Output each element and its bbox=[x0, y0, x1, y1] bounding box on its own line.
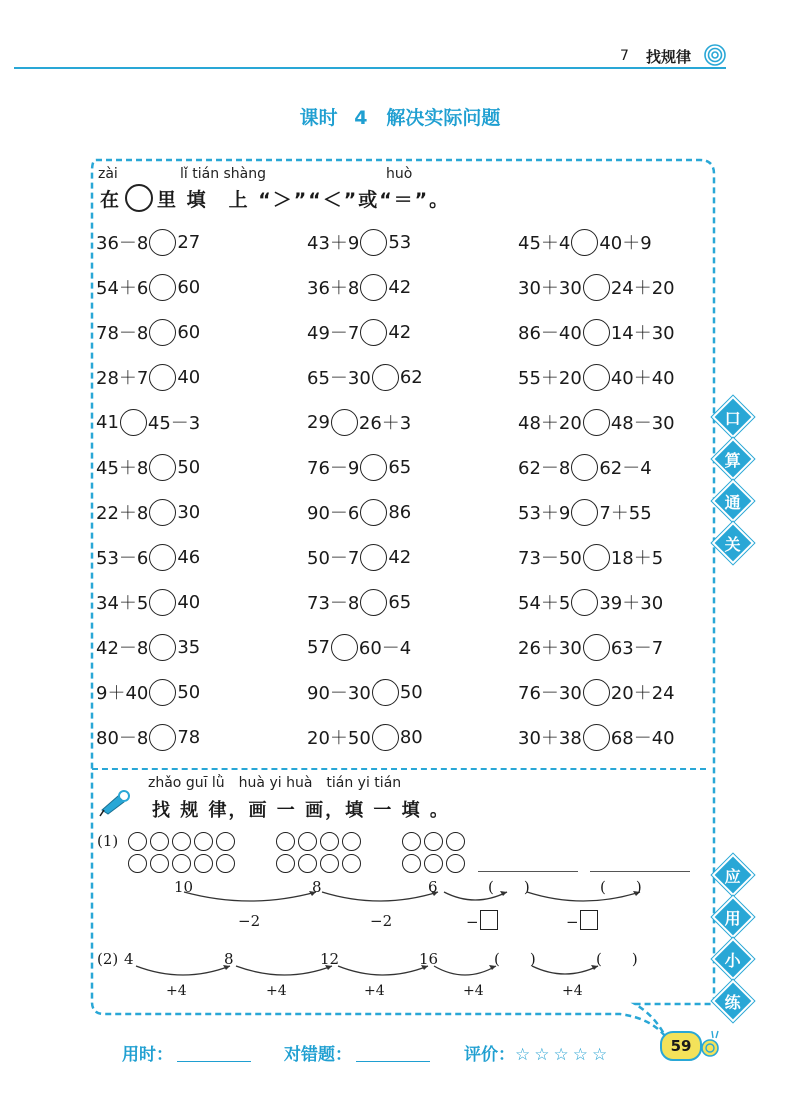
q1-step-sign: − bbox=[466, 913, 479, 931]
instruction-text-2: 里 填 上 “＞”“＜”或“＝”。 bbox=[157, 189, 451, 211]
q1-step-box[interactable] bbox=[580, 910, 598, 930]
q1-value: 8 bbox=[312, 878, 322, 896]
left-expression: 9＋40 bbox=[96, 683, 149, 704]
q1-step bbox=[466, 910, 498, 931]
q1-value: 10 bbox=[174, 878, 194, 896]
right-expression: 26＋3 bbox=[358, 413, 412, 434]
q2-step: +4 bbox=[266, 983, 287, 999]
right-expression: 63－7 bbox=[610, 638, 664, 659]
right-expression: 86 bbox=[388, 501, 412, 523]
q2-label: (2) bbox=[97, 950, 119, 968]
right-expression: 27 bbox=[177, 231, 201, 253]
left-expression: 50－7 bbox=[307, 548, 360, 569]
q1-label: (1) bbox=[97, 832, 119, 850]
q1-answer-blank[interactable]: ( ) bbox=[600, 878, 642, 896]
right-expression: 24＋20 bbox=[610, 278, 675, 299]
right-expression: 42 bbox=[388, 321, 412, 343]
right-expression: 78 bbox=[177, 726, 201, 748]
q2-value: 16 bbox=[419, 950, 439, 968]
side-tab-char: 通 bbox=[724, 492, 742, 512]
left-expression: 78－8 bbox=[96, 323, 149, 344]
footer-rating bbox=[464, 1040, 611, 1065]
side-tab-char: 用 bbox=[724, 908, 742, 928]
right-expression: 60－4 bbox=[358, 638, 412, 659]
lesson-title: 课时 4 解决实际问题 bbox=[299, 107, 501, 129]
left-expression: 90－30 bbox=[307, 683, 371, 704]
q2-value: 4 bbox=[124, 950, 134, 968]
left-expression: 26＋30 bbox=[518, 638, 582, 659]
section2-instruction: 找 规 律，画 一 画，填 一 填 。 bbox=[152, 800, 450, 821]
right-expression: 62 bbox=[399, 366, 423, 388]
left-expression: 55＋20 bbox=[518, 368, 582, 389]
q2-step: +4 bbox=[166, 983, 187, 999]
left-expression: 42－8 bbox=[96, 638, 149, 659]
right-expression: 40＋9 bbox=[599, 233, 652, 254]
pinyin-annotation: lǐ tián shàng bbox=[180, 166, 267, 182]
right-expression: 40 bbox=[177, 366, 201, 388]
time-field[interactable] bbox=[177, 1047, 251, 1062]
pinyin-annotation: huò bbox=[386, 166, 413, 182]
footer-errors bbox=[284, 1040, 430, 1065]
side-tab-char: 关 bbox=[724, 534, 742, 554]
right-expression: 62－4 bbox=[599, 458, 652, 479]
right-expression: 20＋24 bbox=[610, 683, 675, 704]
left-expression: 54＋5 bbox=[518, 593, 571, 614]
left-expression: 62－8 bbox=[518, 458, 571, 479]
left-expression: 80－8 bbox=[96, 728, 149, 749]
rating-stars[interactable]: ☆☆☆☆☆ bbox=[515, 1045, 612, 1065]
right-expression: 30 bbox=[177, 501, 201, 523]
q2-step: +4 bbox=[364, 983, 385, 999]
right-expression: 53 bbox=[388, 231, 412, 253]
left-expression: 48＋20 bbox=[518, 413, 582, 434]
left-expression: 36－8 bbox=[96, 233, 149, 254]
right-expression: 50 bbox=[399, 681, 423, 703]
right-expression: 40 bbox=[177, 591, 201, 613]
q1-step: −2 bbox=[370, 912, 393, 930]
left-expression: 41 bbox=[96, 411, 119, 433]
left-expression: 20＋50 bbox=[307, 728, 371, 749]
chapter-number: 7 bbox=[620, 48, 629, 64]
right-expression: 60 bbox=[177, 276, 201, 298]
right-expression: 42 bbox=[388, 546, 412, 568]
left-expression: 36＋8 bbox=[307, 278, 360, 299]
rating-label: 评价： bbox=[464, 1045, 515, 1065]
q1-step-box[interactable] bbox=[480, 910, 498, 930]
q2-answer-blank[interactable]: ( ) bbox=[596, 950, 638, 968]
right-expression: 45－3 bbox=[147, 413, 201, 434]
side-tab-char: 应 bbox=[724, 866, 742, 886]
right-expression: 46 bbox=[177, 546, 201, 568]
q2-step: +4 bbox=[463, 983, 484, 999]
right-expression: 68－40 bbox=[610, 728, 675, 749]
q2-answer-blank[interactable]: ( ) bbox=[494, 950, 536, 968]
side-tab-char: 练 bbox=[724, 992, 742, 1012]
left-expression: 49－7 bbox=[307, 323, 360, 344]
section2-pinyin: zhǎo guī lǜ huà yi huà tián yi tián bbox=[148, 775, 402, 791]
errors-field[interactable] bbox=[356, 1047, 430, 1062]
left-expression: 29 bbox=[307, 411, 330, 433]
left-expression: 28＋7 bbox=[96, 368, 149, 389]
right-expression: 40＋40 bbox=[610, 368, 675, 389]
left-expression: 45＋8 bbox=[96, 458, 149, 479]
left-expression: 30＋30 bbox=[518, 278, 582, 299]
left-expression: 57 bbox=[307, 636, 330, 658]
right-expression: 60 bbox=[177, 321, 201, 343]
q1-answer-blank[interactable]: ( ) bbox=[488, 878, 530, 896]
left-expression: 43＋9 bbox=[307, 233, 360, 254]
instruction-text-1: 在 bbox=[100, 189, 122, 211]
right-expression: 35 bbox=[177, 636, 201, 658]
right-expression: 7＋55 bbox=[599, 503, 652, 524]
footer-time bbox=[122, 1040, 251, 1065]
left-expression: 65－30 bbox=[307, 368, 371, 389]
side-tab-char: 算 bbox=[724, 450, 742, 470]
page-number-badge: 59 bbox=[660, 1031, 702, 1061]
right-expression: 39＋30 bbox=[599, 593, 664, 614]
q1-value: 6 bbox=[428, 878, 438, 896]
snail-icon bbox=[700, 1028, 722, 1060]
right-expression: 80 bbox=[399, 726, 423, 748]
errors-label: 对错题： bbox=[284, 1045, 352, 1065]
right-expression: 48－30 bbox=[610, 413, 675, 434]
q1-step: −2 bbox=[238, 912, 261, 930]
q1-step-sign: − bbox=[566, 913, 579, 931]
time-label: 用时： bbox=[122, 1045, 173, 1065]
left-expression: 76－30 bbox=[518, 683, 582, 704]
q2-value: 12 bbox=[320, 950, 340, 968]
pinyin-annotation: zài bbox=[98, 166, 118, 182]
left-expression: 34＋5 bbox=[96, 593, 149, 614]
side-tab-char: 口 bbox=[724, 408, 742, 428]
left-expression: 86－40 bbox=[518, 323, 582, 344]
left-expression: 73－50 bbox=[518, 548, 582, 569]
left-expression: 90－6 bbox=[307, 503, 360, 524]
q1-step bbox=[566, 910, 598, 931]
left-expression: 30＋38 bbox=[518, 728, 582, 749]
left-expression: 45＋4 bbox=[518, 233, 571, 254]
side-tab-char: 小 bbox=[724, 950, 742, 970]
right-expression: 65 bbox=[388, 456, 412, 478]
right-expression: 50 bbox=[177, 681, 201, 703]
right-expression: 50 bbox=[177, 456, 201, 478]
left-expression: 54＋6 bbox=[96, 278, 149, 299]
left-expression: 53＋9 bbox=[518, 503, 571, 524]
left-expression: 73－8 bbox=[307, 593, 360, 614]
left-expression: 76－9 bbox=[307, 458, 360, 479]
left-expression: 53－6 bbox=[96, 548, 149, 569]
chapter-title: 找规律 bbox=[646, 48, 692, 66]
q2-value: 8 bbox=[224, 950, 234, 968]
q2-step: +4 bbox=[562, 983, 583, 999]
right-expression: 42 bbox=[388, 276, 412, 298]
right-expression: 14＋30 bbox=[610, 323, 675, 344]
left-expression: 22＋8 bbox=[96, 503, 149, 524]
right-expression: 65 bbox=[388, 591, 412, 613]
right-expression: 18＋5 bbox=[610, 548, 664, 569]
